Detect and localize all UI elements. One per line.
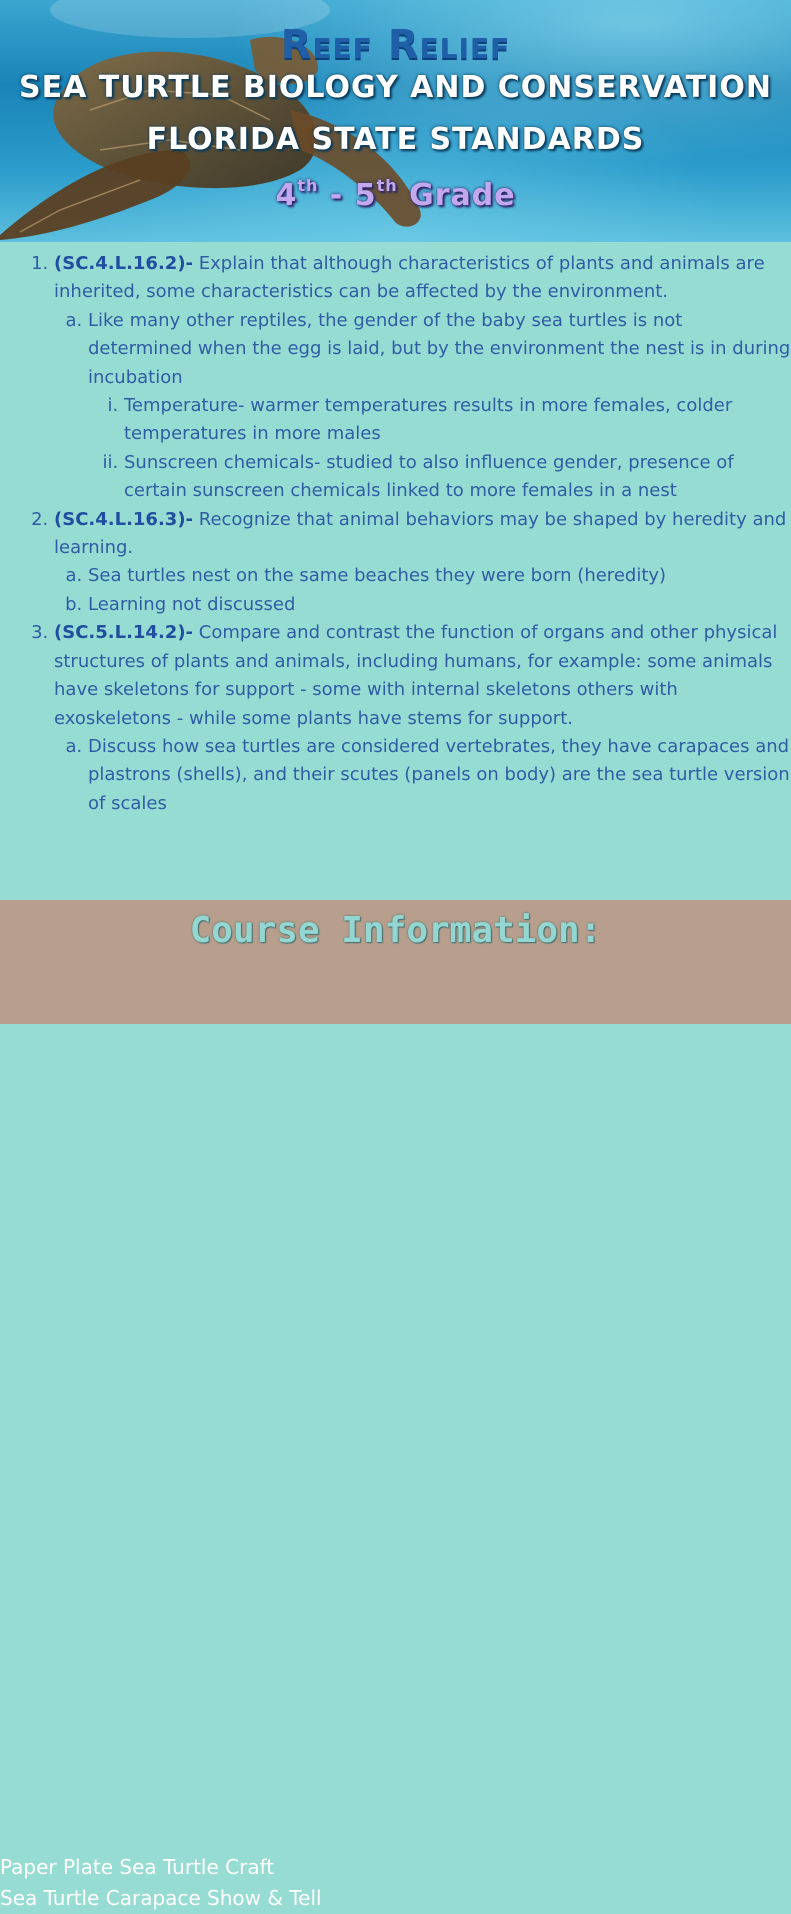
course-list (0, 1852, 322, 1914)
grade-end-suffix: th (376, 176, 398, 195)
sub-list (54, 733, 791, 818)
grade-start-suffix: th (297, 176, 319, 195)
standard-item (54, 506, 791, 620)
sub-item: a. Discuss how sea turtles are considered vertebrates, they have carapaces and plastrons (shells), and their scutes (panels on body) are the sea turtle version of scales (88, 733, 791, 818)
sub-sub-item: i. Temperature- warmer temperatures results in more females, colder temperatures in more males (124, 392, 791, 449)
standard-text: Recognize that animal behaviors may be shaped by heredity and learning. (54, 508, 787, 559)
standard-code: (SC.4.L.16.2)- (54, 253, 194, 274)
brand-logo-text: Reef Relief (280, 22, 511, 68)
page-title-line-1: SEA TURTLE BIOLOGY AND CONSERVATION (19, 70, 772, 105)
standard-code: (SC.5.L.14.2)- (54, 622, 194, 644)
grade-separator: - (318, 178, 355, 213)
grade-label: Grade (397, 178, 516, 213)
standard-code: (SC.4.L.16.3)- (54, 508, 194, 530)
sub-item (88, 307, 791, 506)
header-banner (0, 0, 791, 242)
standard-text: Explain that although characteristics of plants and animals are inherited, some characteristics can be affected by the environment. (54, 253, 765, 303)
standard-item (54, 619, 791, 818)
sub-item-text: Like many other reptiles, the gender of the baby sea turtles is not determined when the egg is laid, but by the environment the nest is in during incubation (88, 309, 791, 388)
sub-sub-list (88, 392, 791, 506)
sub-sub-item: ii. Sunscreen chemicals- studied to also influence gender, presence of certain sunscreen chemicals linked to more females in a nest (124, 449, 791, 506)
standard-item (54, 250, 791, 506)
standards-section (0, 250, 791, 818)
course-item: • Paper Plate Sea Turtle Craft (0, 1852, 322, 1883)
standards-list (0, 250, 791, 818)
standard-text: Compare and contrast the function of organs and other physical structures of plants and animals, including humans, for example: some animals have skeletons for support - some with internal skeletons others with exoskeletons - while some plants have stems for support. (54, 622, 778, 729)
page-title-line-2: FLORIDA STATE STANDARDS (146, 122, 645, 157)
grade-end: 5 (354, 178, 377, 213)
course-item: • Sea Turtle Carapace Show & Tell (0, 1883, 322, 1914)
sub-item: a. Sea turtles nest on the same beaches they were born (heredity) (88, 562, 791, 590)
sub-list (54, 562, 791, 619)
grade-level (0, 176, 791, 213)
grade-start: 4 (275, 178, 298, 213)
sub-item: b. Learning not discussed (88, 591, 791, 619)
course-information-title: Course Information: (189, 910, 602, 951)
course-information-footer (0, 900, 791, 1910)
sub-list (54, 307, 791, 506)
